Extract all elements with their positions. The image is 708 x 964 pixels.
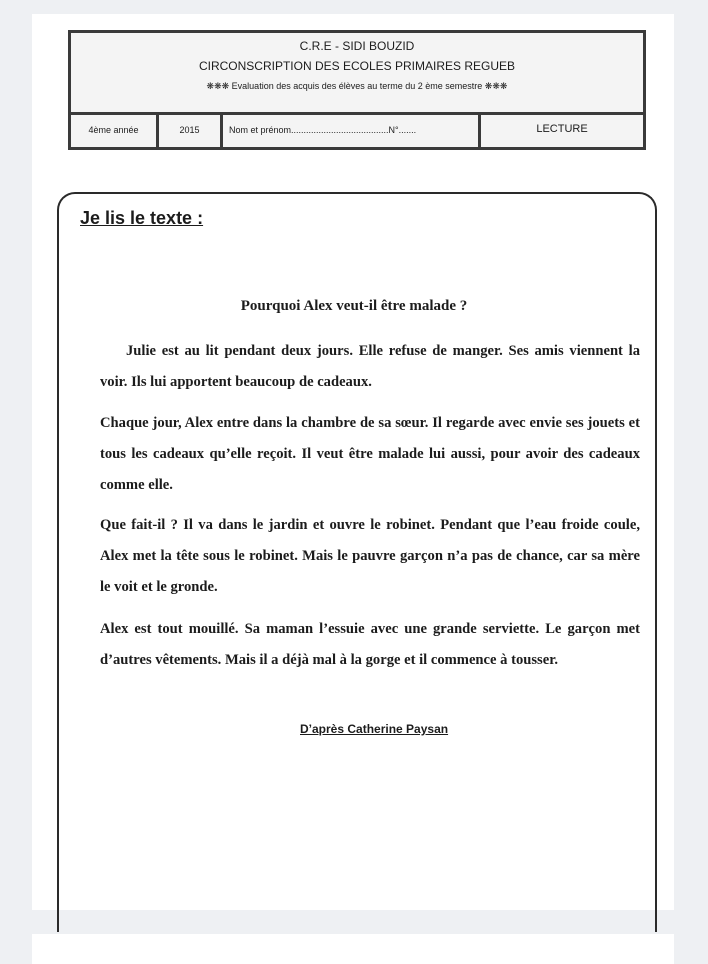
- exam-header: [68, 30, 646, 150]
- grade-cell: 4ème année: [71, 115, 159, 147]
- paragraph-1: Julie est au lit pendant deux jours. Elle refuse de manger. Ses amis viennent la voir. Ils lui apportent beaucoup de cadeaux.: [100, 343, 640, 390]
- paragraph-4: Alex est tout mouillé. Sa maman l’essuie avec une grande serviette. Le garçon met d’autres vêtements. Mais il a déjà mal à la gorge et il commence à tousser.: [100, 621, 640, 668]
- header-circonscription: CIRCONSCRIPTION DES ECOLES PRIMAIRES REGUEB: [198, 59, 516, 73]
- header-evaluation: ❋❋❋ Evaluation des acquis des élèves au terme du 2 ème semestre ❋❋❋: [206, 81, 508, 91]
- paragraph-2: Chaque jour, Alex entre dans la chambre de sa sœur. Il regarde avec envie ses jouets et tous les cadeaux qu’elle reçoit. Il veut être malade lui aussi, pour avoir des cadeaux comme elle.: [100, 415, 640, 493]
- header-top: [71, 33, 643, 115]
- year-cell: 2015: [159, 115, 223, 147]
- header-info-row: [71, 115, 643, 147]
- story-title: Pourquoi Alex veut-il être malade ?: [240, 298, 468, 314]
- paragraph-3: Que fait-il ? Il va dans le jardin et ouvre le robinet. Pendant que l’eau froide coule, Alex met la tête sous le robinet. Mais le pauvre garçon n’a pas de chance, car sa mère le voit et le gronde.: [100, 517, 640, 595]
- subject-cell: LECTURE: [536, 123, 588, 135]
- header-institution: C.R.E - SIDI BOUZID: [299, 39, 415, 53]
- student-name-field: Nom et prénom.......................................N°.......: [223, 115, 481, 147]
- text-source: D’après Catherine Paysan: [300, 722, 449, 736]
- section-title: Je lis le texte :: [80, 208, 204, 228]
